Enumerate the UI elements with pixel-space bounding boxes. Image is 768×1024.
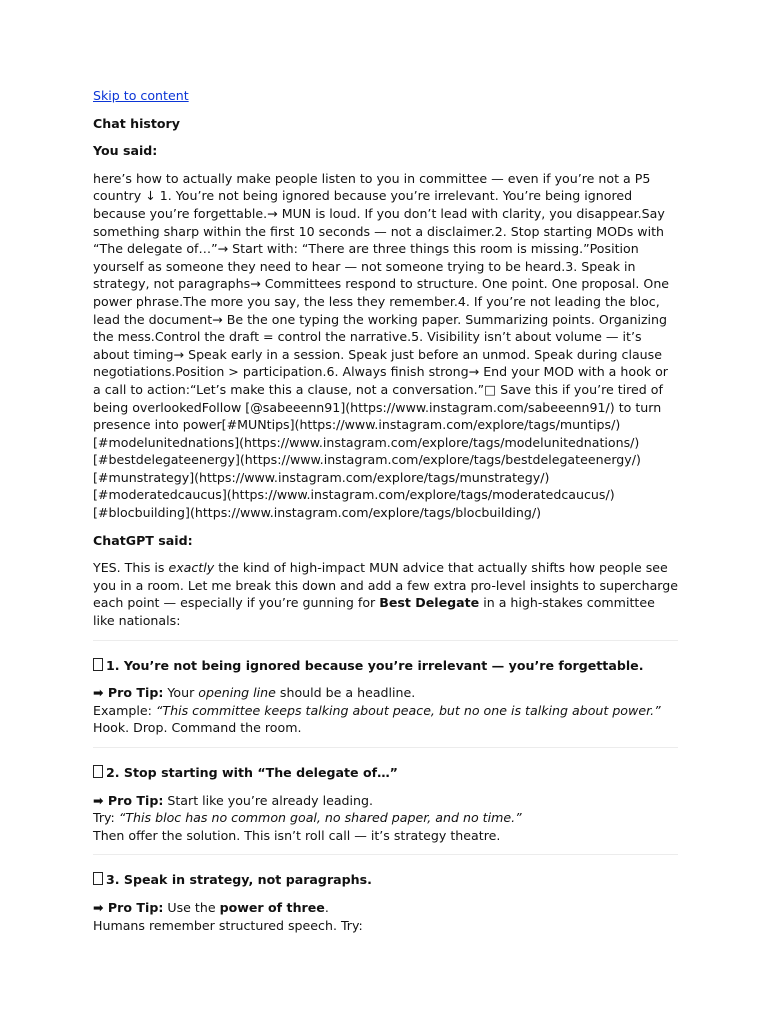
tip-heading-text: 3. Speak in strategy, not paragraphs.	[106, 872, 372, 888]
pro-tip-text: Your	[163, 685, 199, 701]
tip-closing: Humans remember structured speech. Try:	[93, 917, 363, 933]
assistant-label: ChatGPT said:	[93, 532, 193, 548]
pro-tip	[93, 792, 678, 810]
intro-text: in a high-stakes committee like nationals:	[93, 595, 655, 629]
pro-tip	[93, 684, 678, 702]
conversation	[93, 87, 678, 934]
chat-history-heading: Chat history	[93, 115, 180, 131]
pro-tip-emphasis: opening line	[198, 685, 276, 701]
example-line	[93, 702, 678, 720]
tip-heading	[93, 764, 678, 782]
assistant-intro	[93, 559, 678, 629]
tip-closing: Then offer the solution. This isn’t roll call — it’s strategy theatre.	[93, 827, 501, 843]
tip-section-2	[93, 764, 678, 844]
user-label: You said:	[93, 143, 158, 159]
skip-to-content-link[interactable]: Skip to content	[93, 88, 189, 103]
pro-tip-label: ➡ Pro Tip:	[93, 685, 164, 701]
divider	[93, 854, 678, 855]
example-label: Try:	[93, 810, 119, 826]
pro-tip-strong: power of three	[219, 899, 325, 915]
tip-closing: Hook. Drop. Command the room.	[93, 720, 302, 736]
intro-text: YES. This is	[93, 560, 169, 576]
pro-tip-text: .	[324, 899, 329, 915]
divider	[93, 747, 678, 748]
tip-section-1	[93, 657, 678, 737]
intro-strong: Best Delegate	[379, 595, 480, 611]
example-line	[93, 809, 678, 827]
tip-heading-text: 2. Stop starting with “The delegate of…”	[106, 765, 398, 780]
emoji-placeholder-icon	[93, 658, 103, 671]
pro-tip-label: ➡ Pro Tip:	[93, 792, 164, 808]
divider	[93, 640, 678, 641]
tip-section-3	[93, 871, 678, 934]
example-label: Example:	[93, 702, 156, 718]
pro-tip-text: Start like you’re already leading.	[163, 792, 374, 808]
tip-heading	[93, 871, 678, 889]
emoji-placeholder-icon	[93, 765, 103, 778]
example-quote: “This bloc has no common goal, no shared paper, and no time.”	[118, 810, 522, 826]
example-quote: “This committee keeps talking about peace, but no one is talking about power.”	[155, 702, 661, 718]
pro-tip-text: should be a headline.	[275, 685, 416, 701]
user-message: here’s how to actually make people listen to you in committee — even if you’re not a P5 country ↓ 1. You’re not being ignored because you’re irrelevant. You’re being ignored because you’re forgettable.→ MUN is loud. If you don’t lead with clarity, you disappear.Say something sharp within the first 10 seconds — not a disclaimer.2. Stop starting MODs with “The delegate of…”→ Start with: “There are three things this room is missing.”Position yourself as someone they need to hear — not someone trying to be heard.3. Speak in strategy, not paragraphs→ Committees respond to structure. One point. One proposal. One power phrase.The more you say, the less they remember.4. If you’re not leading the bloc, lead the document→ Be the one typing the working paper. Summarizing points. Organizing the mess.Control the draft = control the narrative.5. Visibility isn’t about volume — it’s about timing→ Speak early in a session. Speak just before an unmod. Speak during clause negotiations.Position > participation.6. Always finish strong→ End your MOD with a hook or a call to action:“Let’s make this a clause, not a conversation.”□ Save this if you’re tired of being overlookedFollow [@sabeeenn91](https://www.instagram.com/sabeeenn91/) to turn presence into power[#MUNtips](https://www.instagram.com/explore/tags/muntips/) [#modelunitednations](https://www.instagram.com/explore/tags/modelunitednations/) [#bestdelegateenergy](https://www.instagram.com/explore/tags/bestdelegateenergy/) [#munstrategy](https://www.instagram.com/explore/tags/munstrategy/) [#moderatedcaucus](https://www.instagram.com/explore/tags/moderatedcaucus/) [#blocbuilding](https://www.instagram.com/explore/tags/blocbuilding/)	[93, 170, 670, 521]
pro-tip-label: ➡ Pro Tip:	[93, 899, 164, 915]
emoji-placeholder-icon	[93, 872, 103, 885]
tip-heading	[93, 657, 678, 675]
pro-tip	[93, 899, 678, 917]
intro-text: the kind of high-impact MUN advice that actually shifts how people see you in a room. Let me break this down and add a few extra pro-level insights to supercharge each point — especially if you’re gunning for	[93, 560, 678, 611]
tip-heading-text: 1. You’re not being ignored because you’re irrelevant — you’re forgettable.	[106, 657, 644, 673]
pro-tip-text: Use the	[163, 899, 220, 915]
intro-emphasis: exactly	[168, 560, 215, 576]
